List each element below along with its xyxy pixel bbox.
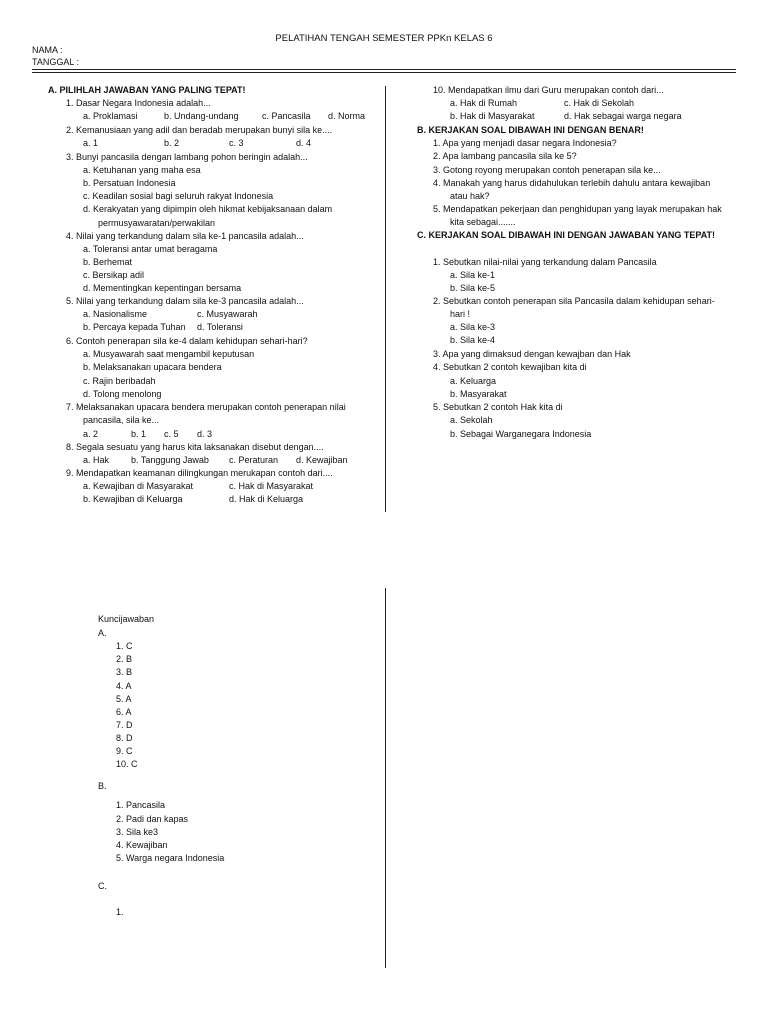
option: d. Hak sebagai warga negara xyxy=(564,111,682,121)
answer-key-section-a: A. xyxy=(98,628,107,638)
answer-item: 6. A xyxy=(116,707,132,717)
option: d. Hak di Keluarga xyxy=(229,494,304,504)
option: d. Toleransi xyxy=(197,322,243,332)
option: c. 5 xyxy=(164,429,179,439)
question: 5. Sebutkan 2 contoh Hak kita di xyxy=(433,402,563,412)
tanggal-label: TANGGAL : xyxy=(32,57,80,67)
option: a. Kewajiban di Masyarakat xyxy=(83,481,194,491)
option: a. 2 xyxy=(83,429,99,439)
question: 3. Apa yang dimaksud dengan kewajban dan Hak xyxy=(433,349,631,359)
option: a. Sila ke-1 xyxy=(450,270,496,280)
nama-label: NAMA : xyxy=(32,45,63,55)
question: 1. Apa yang menjadi dasar negara Indonesia? xyxy=(433,138,617,148)
question: 1. Sebutkan nilai-nilai yang terkandung dalam Pancasila xyxy=(433,257,657,267)
option: b. Undang-undang xyxy=(164,111,239,121)
option: b. Hak di Masyarakat xyxy=(450,111,535,121)
option: c. Rajin beribadah xyxy=(83,376,156,386)
option: a. Hak di Rumah xyxy=(450,98,518,108)
option: a. Hak xyxy=(83,455,110,465)
answer-item: 8. D xyxy=(116,733,133,743)
option: c. 3 xyxy=(229,138,244,148)
section-a-heading: A. PILIHLAH JAWABAN YANG PALING TEPAT! xyxy=(48,85,246,95)
header-divider-2 xyxy=(32,72,736,73)
option: b. 1 xyxy=(131,429,147,439)
question: 5. Nilai yang terkandung dalam sila ke-3 pancasila adalah... xyxy=(66,296,304,306)
option: d. Norma xyxy=(328,111,366,121)
question: 1. Dasar Negara Indonesia adalah... xyxy=(66,98,211,108)
option: b. Masyarakat xyxy=(450,389,507,399)
answer-item: 2. B xyxy=(116,654,133,664)
option: c. Hak di Sekolah xyxy=(564,98,635,108)
option: c. Keadilan sosial bagi seluruh rakyat Indonesia xyxy=(83,191,274,201)
answer-item: 3. B xyxy=(116,667,133,677)
option: b. Persatuan Indonesia xyxy=(83,178,176,188)
option: a. Ketuhanan yang maha esa xyxy=(83,165,201,175)
question: 4. Manakah yang harus didahulukan terlebih dahulu antara kewajiban xyxy=(433,178,711,188)
option: a. Sila ke-3 xyxy=(450,322,496,332)
option: b. Kewajiban di Keluarga xyxy=(83,494,183,504)
option: d. 4 xyxy=(296,138,312,148)
answer-item: 5. A xyxy=(116,694,132,704)
option: c. Musyawarah xyxy=(197,309,258,319)
option: d. Kewajiban xyxy=(296,455,348,465)
answer-key-title: Kuncijawaban xyxy=(98,614,155,624)
answer-item: 1. Pancasila xyxy=(116,800,166,810)
question: 2. Sebutkan contoh penerapan sila Pancasila dalam kehidupan sehari- xyxy=(433,296,715,306)
question-continued: hari ! xyxy=(450,309,471,319)
option: b. Sila ke-5 xyxy=(450,283,496,293)
option: d. Kerakyatan yang dipimpin oleh hikmat kebijaksanaan dalam xyxy=(83,204,333,214)
question: 3. Bunyi pancasila dengan lambang pohon beringin adalah... xyxy=(66,152,308,162)
answer-key-section-c: C. xyxy=(98,881,107,891)
question-continued: pancasila, sila ke... xyxy=(83,415,160,425)
option: c. Hak di Masyarakat xyxy=(229,481,314,491)
answer-item: 4. A xyxy=(116,681,132,691)
column-divider-bottom xyxy=(385,588,386,968)
option: a. Nasionalisme xyxy=(83,309,148,319)
section-b-heading: B. KERJAKAN SOAL DIBAWAH INI DENGAN BENAR! xyxy=(417,125,644,135)
answer-item: 9. C xyxy=(116,746,133,756)
option: c. Pancasila xyxy=(262,111,311,121)
option: d. 3 xyxy=(197,429,213,439)
answer-item: 10. C xyxy=(116,759,138,769)
option: a. Musyawarah saat mengambil keputusan xyxy=(83,349,255,359)
question: 2. Apa lambang pancasila sila ke 5? xyxy=(433,151,577,161)
option: d. Mementingkan kepentingan bersama xyxy=(83,283,242,293)
header-divider xyxy=(32,69,736,70)
column-divider-top xyxy=(385,86,386,512)
option: a. Toleransi antar umat beragama xyxy=(83,244,218,254)
option: d. Tolong menolong xyxy=(83,389,162,399)
option: b. Tanggung Jawab xyxy=(131,455,209,465)
option: c. Peraturan xyxy=(229,455,279,465)
question: 7. Melaksanakan upacara bendera merupakan contoh penerapan nilai xyxy=(66,402,346,412)
question-continued: atau hak? xyxy=(450,191,490,201)
answer-key-section-b: B. xyxy=(98,781,107,791)
page-title: PELATIHAN TENGAH SEMESTER PPKn KELAS 6 xyxy=(275,33,493,44)
answer-item: 1. xyxy=(116,907,124,917)
option: c. Bersikap adil xyxy=(83,270,145,280)
option: b. 2 xyxy=(164,138,180,148)
option: a. 1 xyxy=(83,138,99,148)
question: 3. Gotong royong merupakan contoh penerapan sila ke... xyxy=(433,165,661,175)
answer-item: 5. Warga negara Indonesia xyxy=(116,853,225,863)
option-continued: permusyawaratan/perwakilan xyxy=(98,218,216,228)
question: 2. Kemanusiaan yang adil dan beradab merupakan bunyi sila ke.... xyxy=(66,125,333,135)
option: a. Keluarga xyxy=(450,376,497,386)
option: a. Proklamasi xyxy=(83,111,138,121)
answer-item: 3. Sila ke3 xyxy=(116,827,159,837)
question: 6. Contoh penerapan sila ke-4 dalam kehidupan sehari-hari? xyxy=(66,336,308,346)
answer-item: 2. Padi dan kapas xyxy=(116,814,189,824)
option: b. Melaksanakan upacara bendera xyxy=(83,362,222,372)
option: b. Percaya kepada Tuhan xyxy=(83,322,186,332)
answer-item: 4. Kewajiban xyxy=(116,840,168,850)
question: 4. Nilai yang terkandung dalam sila ke-1 pancasila adalah... xyxy=(66,231,304,241)
question: 10. Mendapatkan ilmu dari Guru merupakan contoh dari... xyxy=(433,85,664,95)
section-c-heading: C. KERJAKAN SOAL DIBAWAH INI DENGAN JAWABAN YANG TEPAT! xyxy=(417,230,716,240)
answer-item: 1. C xyxy=(116,641,133,651)
option: b. Sebagai Warganegara Indonesia xyxy=(450,429,592,439)
question: 9. Mendapatkan keamanan dilingkungan merukapan contoh dari.... xyxy=(66,468,333,478)
question: 8. Segala sesuatu yang harus kita laksanakan disebut dengan.... xyxy=(66,442,324,452)
question-continued: kita sebagai....... xyxy=(450,217,516,227)
question: 4. Sebutkan 2 contoh kewajiban kita di xyxy=(433,362,587,372)
option: b. Berhemat xyxy=(83,257,133,267)
answer-item: 7. D xyxy=(116,720,133,730)
option: a. Sekolah xyxy=(450,415,493,425)
question: 5. Mendapatkan pekerjaan dan penghidupan yang layak merupakan hak xyxy=(433,204,722,214)
option: b. Sila ke-4 xyxy=(450,335,496,345)
